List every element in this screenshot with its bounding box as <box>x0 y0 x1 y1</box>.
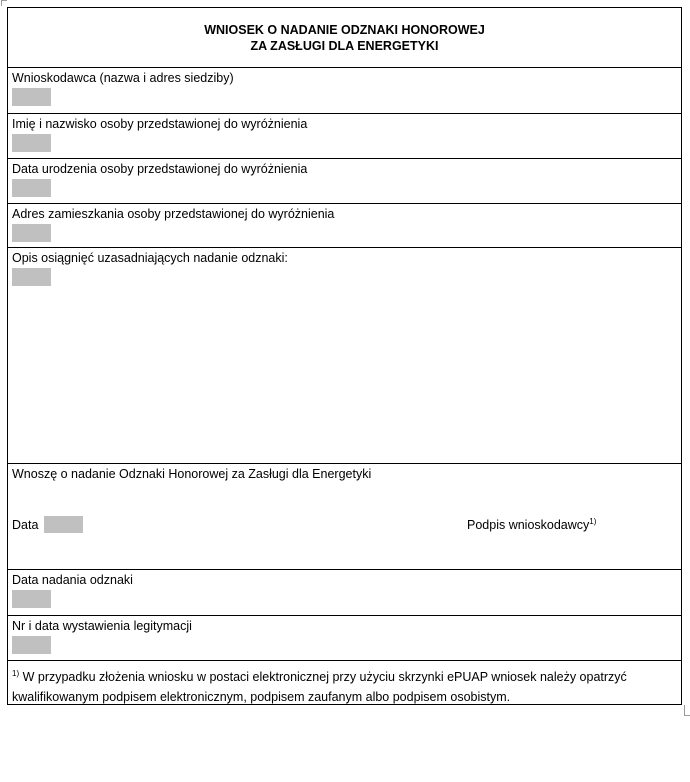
applicant-row <box>8 68 681 114</box>
birth-date-label: Data urodzenia osoby przedstawionej do wyróżnienia <box>12 162 308 176</box>
application-form <box>7 7 682 705</box>
achievements-input[interactable] <box>12 268 51 286</box>
address-input[interactable] <box>12 224 51 242</box>
id-card-label: Nr i data wystawienia legitymacji <box>12 619 192 633</box>
footnote-row <box>8 661 681 706</box>
signature-footnote-mark: 1) <box>589 516 597 526</box>
address-row <box>8 204 681 248</box>
name-input[interactable] <box>12 134 51 152</box>
form-title-line1: WNIOSEK O NADANIE ODZNAKI HONOROWEJ <box>204 23 485 37</box>
date-label: Data <box>12 518 39 532</box>
address-label: Adres zamieszkania osoby przedstawionej do wyróżnienia <box>12 207 335 221</box>
footnote <box>12 667 673 707</box>
page-corner-mark <box>1 0 7 6</box>
footnote-mark: 1) <box>12 668 20 678</box>
name-label: Imię i nazwisko osoby przedstawionej do wyróżnienia <box>12 117 308 131</box>
name-row <box>8 114 681 159</box>
request-row <box>8 464 681 570</box>
applicant-input[interactable] <box>12 88 51 106</box>
award-date-label: Data nadania odznaki <box>12 573 133 587</box>
signature-label <box>467 518 596 533</box>
title-row <box>8 8 681 68</box>
request-statement: Wnoszę o nadanie Odznaki Honorowej za Zasługi dla Energetyki <box>12 467 372 481</box>
id-card-input[interactable] <box>12 636 51 654</box>
applicant-label: Wnioskodawca (nazwa i adres siedziby) <box>12 71 234 85</box>
form-title <box>8 22 681 54</box>
form-title-line2: ZA ZASŁUGI DLA ENERGETYKI <box>250 39 439 53</box>
award-date-input[interactable] <box>12 590 51 608</box>
achievements-row <box>8 248 681 464</box>
birth-date-input[interactable] <box>12 179 51 197</box>
request-date-input[interactable] <box>44 516 83 533</box>
footnote-text: W przypadku złożenia wniosku w postaci elektronicznej przy użyciu skrzynki ePUAP wniosek należy opatrzyć kwalifikowanym podpisem elektronicznym, podpisem zaufanym albo podpisem osobistym. <box>12 670 627 704</box>
signature-label-text: Podpis wnioskodawcy <box>467 518 590 532</box>
birth-date-row <box>8 159 681 204</box>
id-card-row <box>8 616 681 661</box>
page-corner-mark <box>684 705 690 716</box>
award-date-row <box>8 570 681 616</box>
achievements-label: Opis osiągnięć uzasadniających nadanie odznaki: <box>12 251 288 265</box>
